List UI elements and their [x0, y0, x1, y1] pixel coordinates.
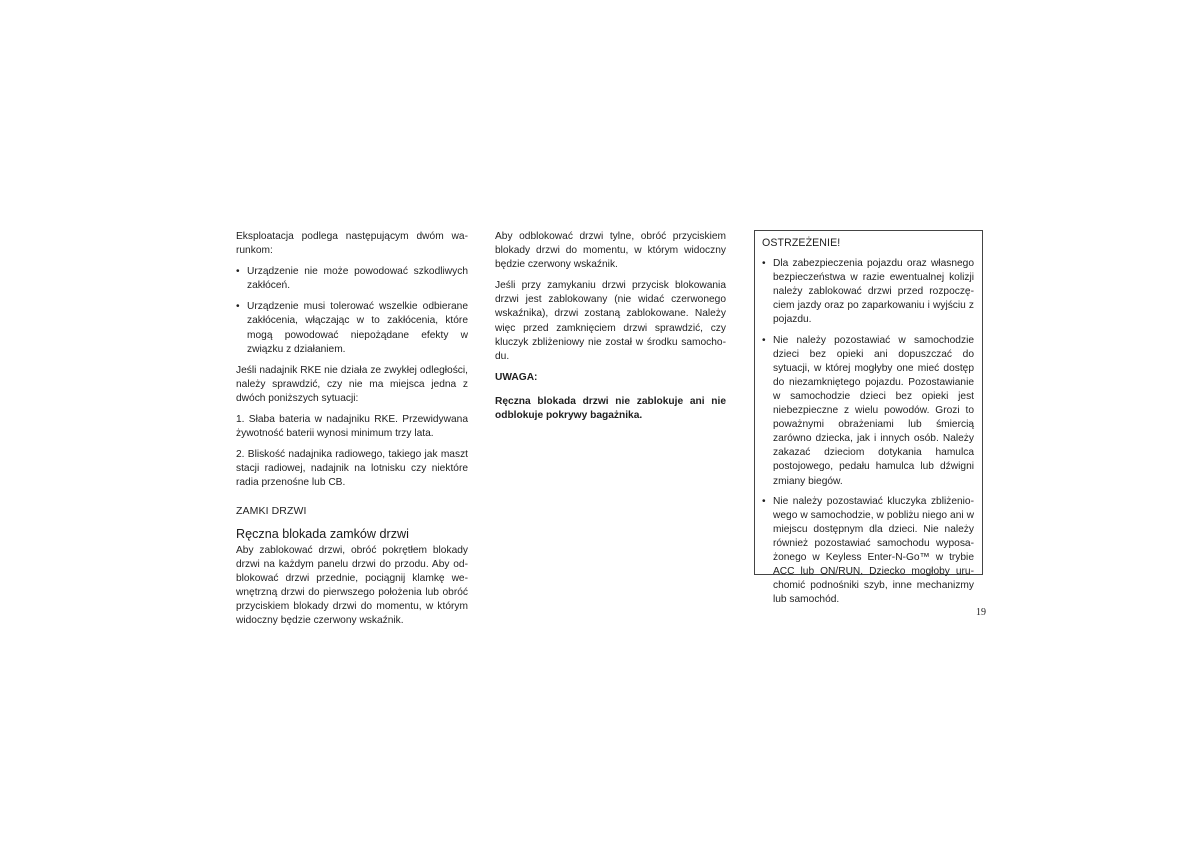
- list-item: • Nie należy pozostawiać w samochodzie dzieci bez opieki ani dopuszczać do sytuacji, w której mogłyby one mieć dostęp do niezamkniętego pojazdu. Pozostawianie w samochodzie dzieci bez opieki jest niebezpieczne z wielu powodów. Grozi to poważnymi obrażeniami lub śmiercią zarówno dziecka, jak i innych osób. Należy zakazać dzieciom dotykania hamulca postojowego, pedału hamulca lub dźwigni zmiany biegów.: [762, 334, 974, 489]
- section-title: ZAMKI DRZWI: [236, 504, 307, 517]
- warning-box: [754, 230, 983, 606]
- rke-check-paragraph: Jeśli nadajnik RKE nie działa ze zwykłej odległości, należy sprawdzić, czy nie ma miejsca jedna z dwóch poniższych sytuacji:: [236, 364, 468, 404]
- situation-2: 2. Bliskość nadajnika radiowego, takiego jak maszt stacji radiowej, nadajnik na lotnisku czy niektóre radia przenośne lub CB.: [236, 449, 468, 489]
- list-item: • Urządzenie nie może powodować szkodliwych zakłóceń.: [236, 265, 468, 293]
- warning-list: [762, 257, 974, 607]
- operation-conditions-list: [236, 265, 468, 357]
- operation-conditions-intro: Eksploatacja podlega następującym dwóm warunkom:: [236, 231, 468, 257]
- note-text: Ręczna blokada drzwi nie zablokuje ani nie odblokuje pokrywy bagażnika.: [495, 395, 726, 422]
- situation-1: 1. Słaba bateria w nadajniku RKE. Przewidywana żywotność baterii wynosi minimum trzy lata.: [236, 414, 468, 440]
- manual-lock-paragraph: Aby zablokować drzwi, obróć pokrętłem blokady drzwi na każdym panelu drzwi do przodu. Aby odblokować drzwi przednie, pociągnij klamkę wewnętrzną drzwi do pierwszego położenia lub obróć przyciskiem blokady drzwi do momentu, w którym widoczny będzie czerwony wskaźnik.: [236, 544, 468, 627]
- warning-title: OSTRZEŻENIE!: [762, 237, 841, 249]
- list-item: • Urządzenie musi tolerować wszelkie odbierane zakłócenia, włączając w to zakłócenia, które mogą powodować niepożądane efekty w związku z działaniem.: [236, 300, 468, 356]
- list-item: • Nie należy pozostawiać kluczyka zbliżeniowego w samochodzie, w pobliżu niego ani w miejscu dostępnym dla dzieci. Nie należy również pozostawiać samochodu wyposażonego w Keyless Enter-N-Go™ w trybie ACC lub ON/RUN. Dziecko mogłoby uruchomić podnośniki szyb, inne mechanizmy lub samochód.: [762, 495, 974, 608]
- middle-column: [495, 230, 726, 430]
- list-item: • Dla zabezpieczenia pojazdu oraz własnego bezpieczeństwa w razie ewentualnej kolizji należy zablokować drzwi przed rozpoczęciem jazdy oraz po zaparkowaniu i wyjściu z pojazdu.: [762, 257, 974, 327]
- note-label: UWAGA:: [495, 371, 538, 383]
- page-number: 19: [976, 607, 986, 618]
- left-column: [236, 230, 468, 635]
- closing-note-paragraph: Jeśli przy zamykaniu drzwi przycisk blokowania drzwi jest zablokowany (nie widać czerwonego wskaźnika), drzwi zostaną zablokowane. Należy więc przed zamknięciem drzwi sprawdzić, czy kluczyk zbliżeniowy nie został w środku samochodu.: [495, 280, 726, 362]
- subheading: Ręczna blokada zamków drzwi: [236, 526, 409, 541]
- rear-unlock-paragraph: Aby odblokować drzwi tylne, obróć przyciskiem blokady drzwi do momentu, w którym widoczny będzie czerwony wskaźnik.: [495, 231, 726, 271]
